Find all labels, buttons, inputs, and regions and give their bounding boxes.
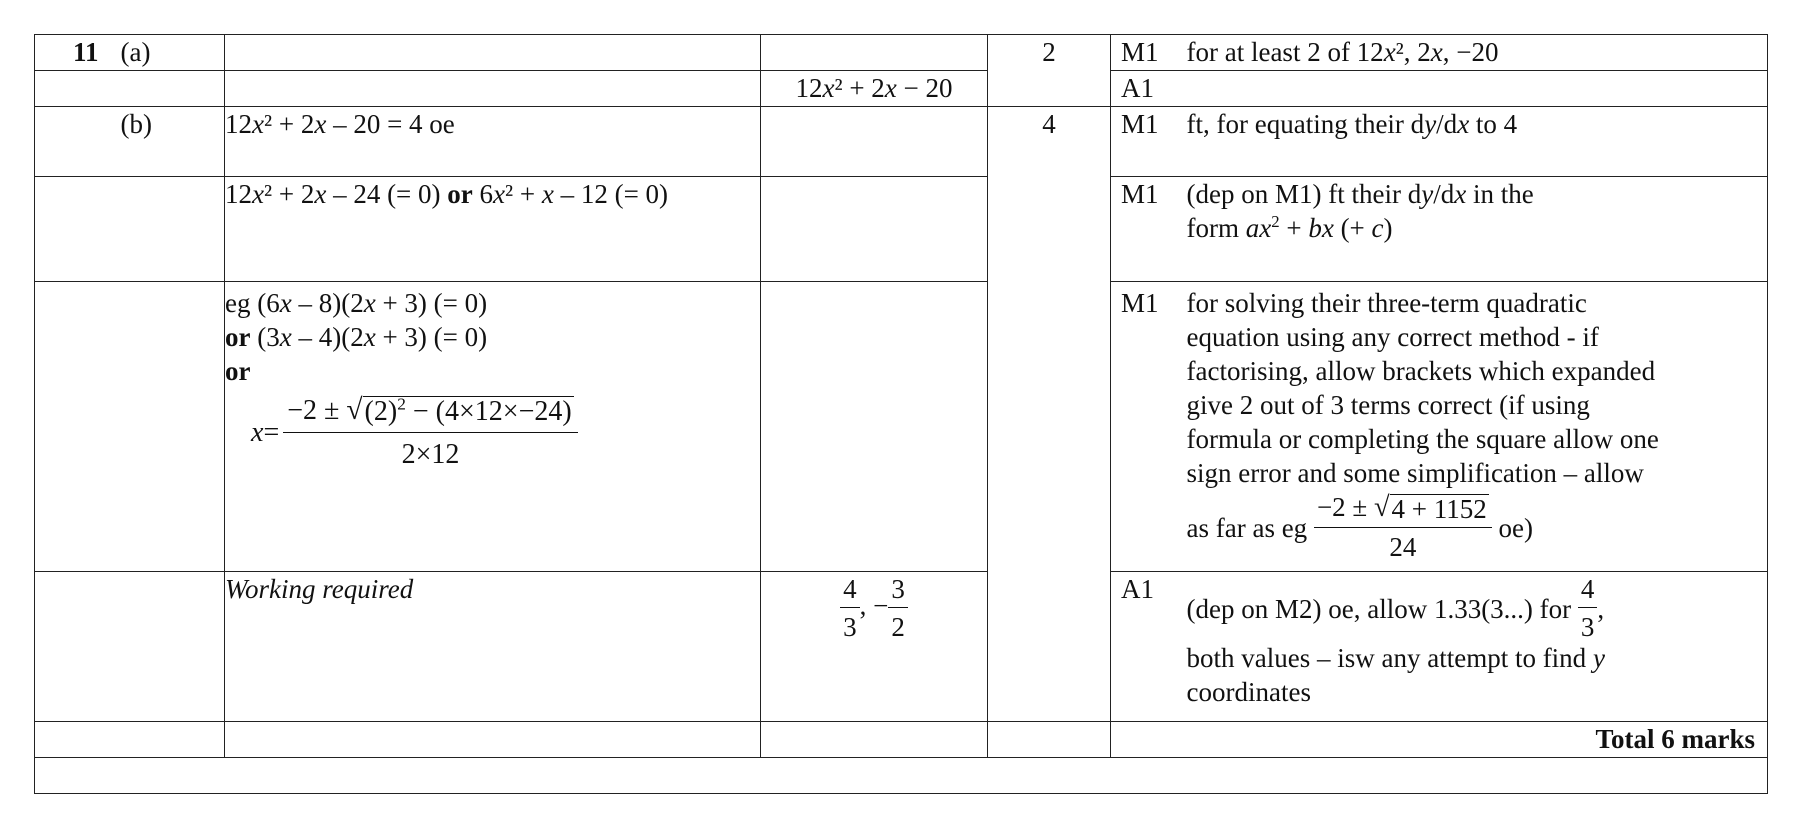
note-line: give 2 out of 3 terms correct (if using — [1186, 390, 1590, 420]
work-var: x — [252, 109, 264, 139]
table-row — [35, 572, 1768, 722]
part-label-a: (a) — [111, 35, 225, 71]
empty-cell — [35, 71, 111, 107]
formula-text: − (4×12×−24) — [405, 396, 572, 427]
working-cell — [225, 71, 761, 107]
table-row — [35, 177, 1768, 282]
marks-a: 2 — [988, 35, 1111, 107]
mark-code: A1 — [1111, 572, 1179, 722]
mark-note — [1179, 177, 1768, 282]
radicand — [363, 396, 574, 426]
note-var: x — [1454, 179, 1467, 209]
empty-cell — [761, 722, 988, 758]
mark-code: M1 — [1111, 177, 1179, 282]
note-text: ) — [1383, 213, 1393, 243]
answer-cell — [761, 107, 988, 177]
formula-numerator — [283, 396, 577, 433]
table-row — [35, 107, 1768, 177]
radicand: 4 + 1152 — [1391, 494, 1487, 524]
marks-b: 4 — [988, 107, 1111, 722]
or-keyword: or — [447, 179, 473, 209]
note-text: −2 ± — [1316, 492, 1374, 522]
work-text: ² — [505, 179, 514, 209]
answer-denominator: 2 — [891, 612, 905, 642]
note-text: ² — [1395, 37, 1404, 67]
work-text: – 12 (= 0) — [553, 179, 669, 209]
note-text: (dep on M2) oe, allow 1.33(3...) for — [1186, 593, 1578, 624]
formula-denominator: 2×12 — [401, 439, 460, 471]
answer-cell — [761, 177, 988, 282]
formula-exponent: 2 — [397, 394, 406, 414]
note-line — [1187, 576, 1756, 641]
empty-cell — [225, 722, 761, 758]
note-var: y — [1592, 643, 1605, 673]
working-step — [225, 572, 761, 722]
note-var: c — [1371, 213, 1384, 243]
note-text: , −20 — [1442, 37, 1499, 67]
note-numerator: 4 — [1578, 576, 1598, 608]
working-step — [225, 107, 761, 177]
note-line: formula or completing the square allow one — [1186, 424, 1659, 454]
work-var: x — [314, 179, 327, 209]
empty-cell — [111, 71, 225, 107]
note-line — [1187, 641, 1756, 675]
note-var: x — [1383, 37, 1396, 67]
mark-code: M1 — [1111, 107, 1179, 177]
note-fraction — [1314, 494, 1492, 561]
formula-var: x — [251, 416, 264, 448]
work-text: 6 — [472, 179, 494, 209]
quadratic-formula — [251, 396, 760, 469]
part-label-b: (b) — [111, 107, 225, 177]
note-exponent: 2 — [1271, 211, 1280, 231]
empty-cell — [35, 107, 111, 177]
note-line: for solving their three-term quadratic — [1186, 288, 1587, 318]
empty-cell — [35, 722, 111, 758]
note-var: y — [1421, 179, 1434, 209]
work-text: + 2 — [272, 179, 315, 209]
answer-var: x — [822, 73, 835, 103]
work-var: x — [252, 179, 264, 209]
empty-cell — [35, 758, 1768, 794]
answer-text: ² — [834, 73, 843, 103]
work-text: + 2 — [272, 109, 315, 139]
mark-code: M1 — [1111, 35, 1179, 71]
answer-cell — [761, 282, 988, 572]
note-text: to 4 — [1469, 109, 1518, 139]
mark-scheme — [34, 34, 1768, 794]
mark-code: A1 — [1111, 71, 1179, 107]
note-line: equation using any correct method - if — [1186, 322, 1599, 352]
work-var: x — [541, 179, 554, 209]
note-text: both values – isw any attempt to find — [1186, 643, 1593, 673]
answer-var: x — [884, 73, 897, 103]
table-row — [35, 722, 1768, 758]
work-text: ² — [263, 109, 273, 139]
work-var: x — [363, 288, 376, 318]
work-text: – 20 = 4 oe — [326, 109, 455, 139]
radical-sign: √ — [346, 394, 363, 426]
note-numerator — [1314, 494, 1492, 528]
work-line — [225, 354, 760, 388]
work-text: + 3) (= 0) — [375, 288, 488, 318]
empty-cell — [111, 282, 225, 572]
note-var: x — [1457, 109, 1470, 139]
question-number: 11 — [35, 35, 111, 71]
mark-note — [1179, 572, 1768, 722]
answer-fraction — [888, 576, 908, 641]
note-fraction — [1578, 576, 1598, 641]
table-row — [35, 71, 1768, 107]
work-text: (3 — [250, 322, 280, 352]
work-text: eg (6 — [225, 288, 280, 318]
note-text: (dep on M1) ft their d — [1186, 179, 1422, 209]
square-root — [1374, 494, 1489, 523]
work-line — [225, 320, 760, 354]
answer-text: 12 — [795, 73, 823, 103]
working-cell — [225, 35, 761, 71]
work-text: + 3) (= 0) — [375, 322, 488, 352]
answer-separator: , − — [859, 590, 889, 621]
formula-text: −2 ± — [287, 395, 347, 426]
radical-sign: √ — [1373, 492, 1390, 523]
note-text: form — [1186, 213, 1246, 243]
mark-note — [1179, 107, 1768, 177]
work-text: – 8)(2 — [291, 288, 364, 318]
table-row — [35, 35, 1768, 71]
answer-denominator: 3 — [843, 612, 857, 642]
note-text: in the — [1466, 179, 1534, 209]
empty-cell — [111, 177, 225, 282]
note-text: , — [1597, 593, 1605, 624]
note-var: bx — [1308, 213, 1334, 243]
note-text: (+ — [1333, 213, 1372, 243]
note-text: /d — [1433, 179, 1455, 209]
note-line: factorising, allow brackets which expanded — [1186, 356, 1656, 386]
square-root — [346, 396, 573, 426]
note-text: as far as eg — [1186, 512, 1314, 543]
note-text: oe) — [1491, 512, 1534, 543]
or-keyword: or — [225, 356, 251, 386]
note-denominator: 24 — [1389, 532, 1417, 563]
note-line — [1187, 494, 1756, 561]
answer-cell — [761, 35, 988, 71]
mark-scheme-table — [34, 34, 1768, 794]
work-line — [225, 286, 760, 320]
answer-text: − 20 — [896, 73, 953, 103]
empty-cell — [35, 572, 111, 722]
work-var: x — [314, 109, 327, 139]
work-text: – 4)(2 — [291, 322, 364, 352]
formula-text: = — [263, 416, 280, 448]
note-line: sign error and some simplification – allow — [1186, 458, 1644, 488]
note-var: y — [1424, 109, 1437, 139]
mark-code: M1 — [1111, 282, 1179, 572]
note-text: + — [1279, 213, 1309, 243]
work-var: x — [279, 288, 292, 318]
note-line — [1187, 177, 1756, 211]
work-text: – 24 (= 0) — [326, 179, 448, 209]
note-text: , 2 — [1403, 37, 1431, 67]
formula-text: (2) — [364, 396, 398, 427]
working-step — [225, 282, 761, 572]
answer-text: + 2 — [842, 73, 885, 103]
work-text: 12 — [225, 179, 252, 209]
answer-numerator: 3 — [888, 576, 908, 608]
table-row — [35, 758, 1768, 794]
work-var: x — [363, 322, 376, 352]
empty-cell — [35, 177, 111, 282]
note-line — [1187, 211, 1756, 245]
mark-note — [1179, 35, 1768, 71]
answer-fraction — [840, 576, 860, 641]
work-var: x — [279, 322, 292, 352]
empty-cell — [111, 722, 225, 758]
working-step — [225, 177, 761, 282]
empty-cell — [988, 722, 1111, 758]
empty-cell — [111, 572, 225, 722]
working-required: Working required — [225, 574, 414, 604]
note-var: x — [1430, 37, 1443, 67]
work-var: x — [493, 179, 505, 209]
note-line: coordinates — [1186, 677, 1311, 707]
answer-a — [761, 71, 988, 107]
mark-note — [1179, 282, 1768, 572]
work-text: 12 — [225, 109, 252, 139]
work-text: ² — [263, 179, 273, 209]
empty-cell — [35, 282, 111, 572]
mark-note — [1179, 71, 1768, 107]
note-var: ax — [1245, 213, 1272, 243]
answer-numerator: 4 — [840, 576, 860, 608]
note-text: ft, for equating their d — [1186, 109, 1425, 139]
formula-fraction — [283, 396, 577, 469]
note-text: for at least 2 of 12 — [1186, 37, 1384, 67]
answer-b — [761, 572, 988, 722]
total-marks: Total 6 marks — [1111, 722, 1768, 758]
or-keyword: or — [225, 322, 251, 352]
work-text: + — [513, 179, 542, 209]
note-text: /d — [1436, 109, 1458, 139]
table-row — [35, 282, 1768, 572]
note-denominator: 3 — [1580, 612, 1595, 642]
